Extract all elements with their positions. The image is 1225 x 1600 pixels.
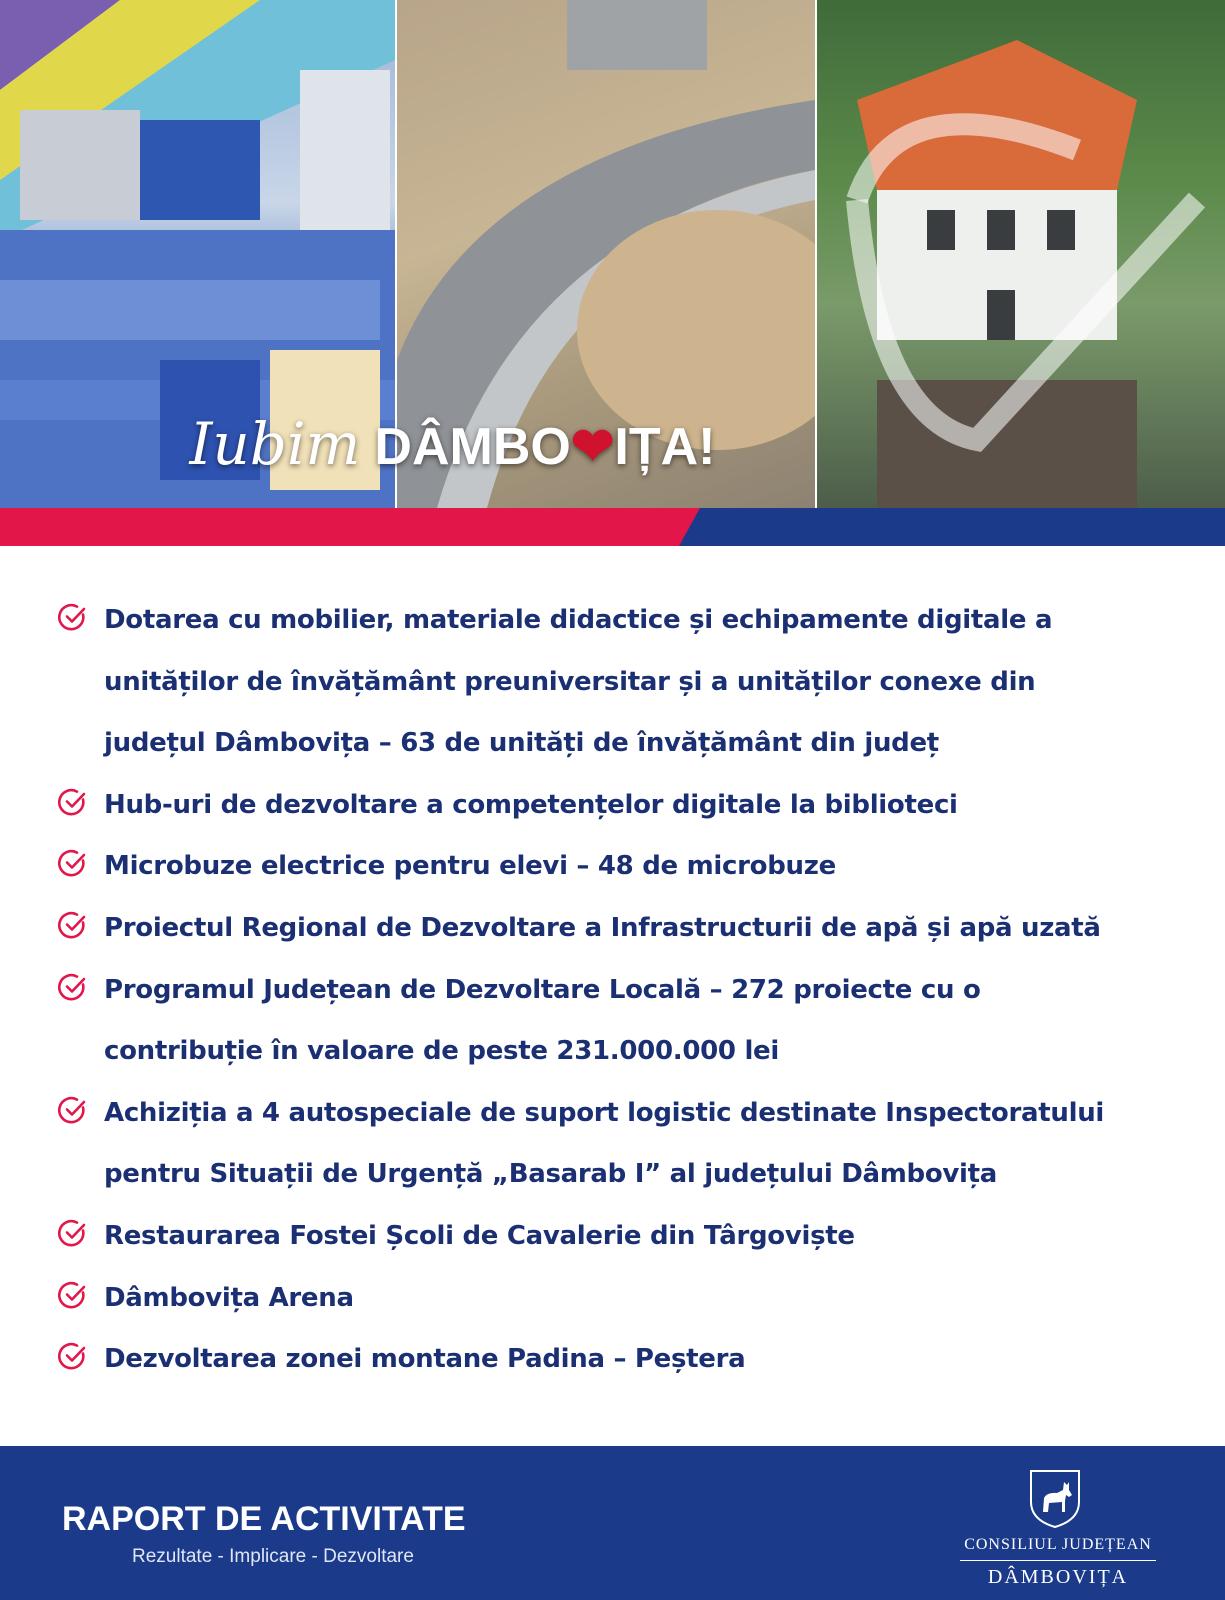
list-item-text: Achiziția a 4 autospeciale de suport logistic destinate Inspectoratului pentru Situații de Urgență „Basarab I” al județului Dâmbovița [104,1097,1105,1190]
check-circle-icon [58,972,104,1006]
list-item-text: Hub-uri de dezvoltare a competențelor digitale la biblioteci [104,789,958,820]
hero-slogan [0,410,1225,478]
check-circle-icon [58,1218,104,1252]
red-stripe [0,508,700,546]
check-circle-icon [58,1341,104,1375]
org-name-line2: DÂMBOVIȚA [987,1566,1129,1588]
list-item [58,836,1208,898]
report-title: RAPORT DE ACTIVITATE [62,1500,466,1538]
list-item [58,1206,1208,1268]
heart-icon: ❤ [570,418,615,476]
check-circle-icon [58,910,104,944]
slogan-caps-word [374,418,715,476]
footer-bar [0,1446,1225,1600]
slogan-caps-part2: IȚA! [614,418,716,476]
slogan-script-word: Iubim [189,410,361,478]
check-circle-icon [58,848,104,882]
org-name-line1: CONSILIUL JUDEȚEAN [964,1536,1152,1553]
list-item [58,960,1208,1083]
list-item-text: Dezvoltarea zonei montane Padina – Peștera [104,1344,746,1375]
list-item-text: Restaurarea Fostei Școli de Cavalerie din Târgoviște [104,1220,855,1251]
check-circle-icon [58,602,104,636]
slogan-caps-part1: DÂMBO [374,418,571,476]
list-item [58,590,1208,775]
list-item-text: Proiectul Regional de Dezvoltare a Infrastructurii de apă și apă uzată [104,912,1101,943]
list-item-text: Dotarea cu mobilier, materiale didactice și echipamente digitale a unităților de învățământ preuniversitar și a unităților conexe din județul Dâmbovița – 63 de unități de învățământ din județ [104,605,1053,759]
list-item-text: Microbuze electrice pentru elevi – 48 de microbuze [104,851,836,882]
achievements-list [58,590,1208,1391]
list-item [58,1329,1208,1391]
org-divider [960,1560,1156,1561]
hero-banner [0,0,1225,508]
list-item [58,775,1208,837]
check-circle-icon [58,787,104,821]
check-circle-icon [58,1280,104,1314]
color-stripe [0,508,1225,546]
list-item [58,898,1208,960]
list-item [58,1083,1208,1206]
list-item [58,1268,1208,1330]
check-circle-icon [58,1095,104,1129]
list-item-text: Programul Județean de Dezvoltare Locală – 272 proiecte cu o contribuție în valoare de peste 231.000.000 lei [104,974,981,1067]
list-item-text: Dâmbovița Arena [104,1282,354,1313]
report-subtitle: Rezultate - Implicare - Dezvoltare [132,1546,414,1567]
county-crest-icon [1027,1468,1083,1530]
